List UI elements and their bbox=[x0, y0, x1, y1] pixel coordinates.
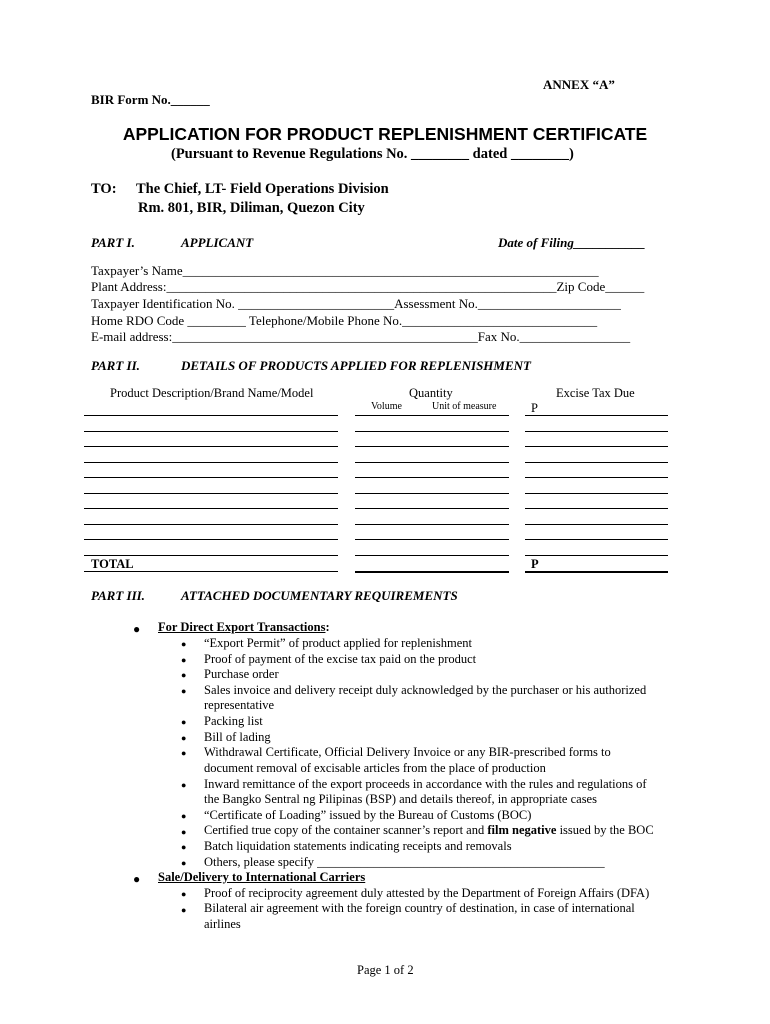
bullet-icon: ● bbox=[133, 622, 141, 636]
req-export-permit: “Export Permit” of product applied for replenishment bbox=[204, 636, 472, 650]
total-peso-sign: P bbox=[531, 557, 539, 571]
part3-number: PART III. bbox=[91, 588, 145, 603]
date-of-filing-field[interactable]: Date of Filing___________ bbox=[498, 235, 646, 250]
heading-colon: : bbox=[325, 620, 330, 634]
table-entry-line[interactable] bbox=[525, 571, 668, 573]
table-entry-line[interactable] bbox=[84, 477, 338, 478]
req-inward-remittance-cont: the Bangko Sentral ng Pilipinas (BSP) and details thereof, in appropriate cases bbox=[204, 792, 597, 806]
table-entry-line[interactable] bbox=[525, 477, 668, 478]
col-quantity-header: Quantity bbox=[409, 386, 453, 400]
tin-field[interactable]: Taxpayer Identification No. ________________________Assessment No.______________________ bbox=[91, 296, 621, 311]
international-heading-text: Sale/Delivery to International Carriers bbox=[158, 870, 366, 884]
table-entry-line[interactable] bbox=[84, 462, 338, 463]
table-entry-line[interactable] bbox=[525, 493, 668, 494]
req-inward-remittance: Inward remittance of the export proceeds in accordance with the rules and regulations of bbox=[204, 777, 647, 791]
bullet-icon: ● bbox=[181, 639, 187, 649]
bullet-icon: ● bbox=[181, 811, 187, 821]
table-entry-line[interactable] bbox=[355, 493, 509, 494]
req-others-field[interactable]: Others, please specify ______________________________________________ bbox=[204, 855, 605, 869]
bullet-icon: ● bbox=[181, 717, 187, 727]
total-label: TOTAL bbox=[91, 557, 134, 571]
table-entry-line[interactable] bbox=[84, 524, 338, 525]
col-product-header: Product Description/Brand Name/Model bbox=[110, 386, 314, 400]
req-purchase-order: Purchase order bbox=[204, 667, 279, 681]
form-number: BIR Form No.______ bbox=[91, 92, 210, 107]
table-entry-line[interactable] bbox=[84, 446, 338, 447]
table-entry-line[interactable] bbox=[525, 415, 668, 416]
req-batch-liquidation: Batch liquidation statements indicating receipts and removals bbox=[204, 839, 512, 853]
req-proof-of-payment: Proof of payment of the excise tax paid on the product bbox=[204, 652, 477, 666]
req-scanner-report-text: Certified true copy of the container scanner’s report and bbox=[204, 823, 488, 837]
subtitle: (Pursuant to Revenue Regulations No. ________ dated ________) bbox=[171, 146, 574, 162]
direct-export-heading-text: For Direct Export Transactions bbox=[158, 620, 326, 634]
req-scanner-report-end: issued by the BOC bbox=[556, 823, 654, 837]
taxpayer-name-field[interactable]: Taxpayer’s Name________________________________________________________________ bbox=[91, 263, 599, 278]
table-entry-line[interactable] bbox=[355, 446, 509, 447]
email-fax-field[interactable]: E-mail address:_______________________________________________Fax No._________________ bbox=[91, 329, 631, 344]
bullet-icon: ● bbox=[181, 827, 187, 837]
table-entry-line[interactable] bbox=[525, 462, 668, 463]
table-entry-line[interactable] bbox=[525, 446, 668, 447]
table-entry-line[interactable] bbox=[355, 462, 509, 463]
rdo-phone-field[interactable]: Home RDO Code _________ Telephone/Mobile Phone No.______________________________ bbox=[91, 313, 598, 328]
table-entry-line[interactable] bbox=[355, 431, 509, 432]
req-reciprocity-agreement: Proof of reciprocity agreement duly attested by the Department of Foreign Affairs (DFA) bbox=[204, 886, 650, 900]
bullet-icon: ● bbox=[181, 670, 187, 680]
table-entry-line[interactable] bbox=[84, 539, 338, 540]
table-entry-line[interactable] bbox=[84, 555, 338, 556]
col-unit-header: Unit of measure bbox=[432, 401, 497, 412]
req-packing-list: Packing list bbox=[204, 714, 263, 728]
bullet-icon: ● bbox=[181, 733, 187, 743]
peso-sign: P bbox=[531, 401, 538, 415]
bullet-icon: ● bbox=[181, 858, 187, 868]
req-certificate-of-loading: “Certificate of Loading” issued by the Bureau of Customs (BOC) bbox=[204, 808, 532, 822]
req-scanner-report bbox=[204, 823, 654, 838]
annex-label: ANNEX “A” bbox=[543, 77, 615, 92]
table-entry-line[interactable] bbox=[525, 539, 668, 540]
bullet-icon: ● bbox=[181, 780, 187, 790]
table-entry-line[interactable] bbox=[525, 524, 668, 525]
table-entry-line[interactable] bbox=[525, 555, 668, 556]
bullet-icon: ● bbox=[181, 842, 187, 852]
bullet-icon: ● bbox=[181, 748, 187, 758]
part1-number: PART I. bbox=[91, 235, 135, 250]
international-heading bbox=[158, 870, 365, 885]
plant-address-field[interactable]: Plant Address:____________________________________________________________Zip Code______ bbox=[91, 279, 645, 294]
bullet-icon: ● bbox=[181, 889, 187, 899]
direct-export-heading bbox=[158, 620, 330, 635]
req-sales-invoice-cont: representative bbox=[204, 698, 275, 712]
part2-title: DETAILS OF PRODUCTS APPLIED FOR REPLENISHMENT bbox=[181, 358, 531, 373]
col-volume-header: Volume bbox=[371, 401, 402, 412]
req-bill-of-lading: Bill of lading bbox=[204, 730, 271, 744]
addressee-line-2: Rm. 801, BIR, Diliman, Quezon City bbox=[138, 200, 365, 216]
table-entry-line[interactable] bbox=[84, 493, 338, 494]
part3-title: ATTACHED DOCUMENTARY REQUIREMENTS bbox=[181, 588, 458, 603]
addressee-line-1: The Chief, LT- Field Operations Division bbox=[136, 181, 389, 197]
table-entry-line[interactable] bbox=[355, 571, 509, 573]
table-entry-line[interactable] bbox=[355, 555, 509, 556]
req-bilateral-agreement-cont: airlines bbox=[204, 917, 241, 931]
req-sales-invoice: Sales invoice and delivery receipt duly acknowledged by the purchaser or his authorized bbox=[204, 683, 647, 697]
bullet-icon: ● bbox=[181, 905, 187, 915]
page-title: APPLICATION FOR PRODUCT REPLENISHMENT CERTIFICATE bbox=[122, 124, 648, 144]
table-entry-line[interactable] bbox=[355, 415, 509, 416]
to-label: TO: bbox=[91, 181, 117, 197]
table-entry-line[interactable] bbox=[355, 539, 509, 540]
table-entry-line[interactable] bbox=[84, 431, 338, 432]
film-negative-text: film negative bbox=[487, 823, 557, 837]
req-withdrawal-certificate: Withdrawal Certificate, Official Delivery Invoice or any BIR-prescribed forms to bbox=[204, 745, 611, 759]
req-bilateral-agreement: Bilateral air agreement with the foreign country of destination, in case of international bbox=[204, 901, 635, 915]
page-number: Page 1 of 2 bbox=[357, 963, 414, 977]
table-entry-line[interactable] bbox=[355, 524, 509, 525]
table-entry-line[interactable] bbox=[84, 415, 338, 416]
table-entry-line[interactable] bbox=[84, 508, 338, 509]
table-entry-line[interactable] bbox=[355, 477, 509, 478]
table-entry-line[interactable] bbox=[525, 508, 668, 509]
table-entry-line[interactable] bbox=[525, 431, 668, 432]
bullet-icon: ● bbox=[181, 655, 187, 665]
bullet-icon: ● bbox=[181, 686, 187, 696]
part2-number: PART II. bbox=[91, 358, 140, 373]
col-excise-header: Excise Tax Due bbox=[556, 386, 635, 400]
req-withdrawal-certificate-cont: document removal of excisable articles from the place of production bbox=[204, 761, 546, 775]
bullet-icon: ● bbox=[133, 872, 141, 886]
table-entry-line[interactable] bbox=[355, 508, 509, 509]
part1-title: APPLICANT bbox=[181, 235, 254, 250]
